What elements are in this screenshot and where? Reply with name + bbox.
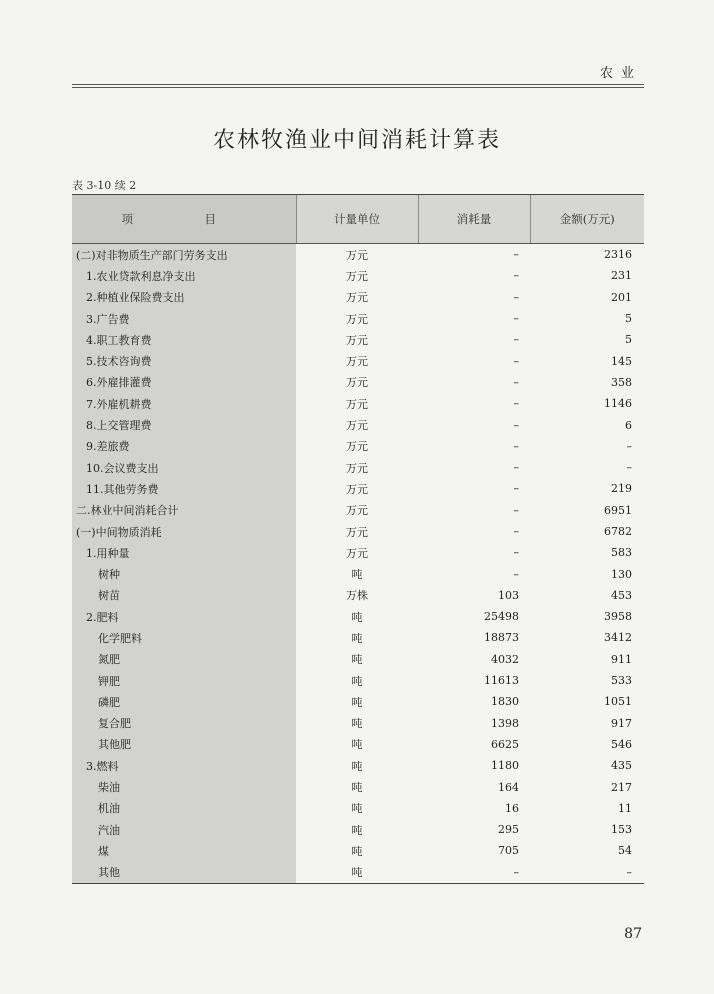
header-rule bbox=[72, 84, 644, 85]
row-unit: 吨 bbox=[351, 610, 363, 624]
table-row bbox=[72, 542, 644, 563]
row-quantity: – bbox=[513, 439, 519, 453]
table-row bbox=[72, 287, 644, 308]
table-row bbox=[72, 862, 644, 884]
row-unit: 万元 bbox=[346, 461, 368, 475]
row-item-label: 3.燃料 bbox=[86, 759, 119, 773]
row-quantity: 1830 bbox=[491, 695, 519, 709]
table-row bbox=[72, 649, 644, 670]
row-item-label: 7.外雇机耕费 bbox=[86, 397, 152, 411]
row-unit: 吨 bbox=[351, 631, 363, 645]
row-item-label: 煤 bbox=[98, 844, 109, 858]
table-note: 表 3-10 续 2 bbox=[72, 179, 137, 192]
row-amount: – bbox=[530, 862, 644, 884]
table-row bbox=[72, 563, 644, 584]
row-amount: 6 bbox=[625, 418, 632, 432]
row-quantity: – bbox=[513, 567, 519, 581]
table-row bbox=[72, 372, 644, 393]
row-amount: 546 bbox=[611, 737, 632, 751]
row-item-label: 磷肥 bbox=[98, 695, 120, 709]
table-row bbox=[72, 840, 644, 861]
row-amount: 54 bbox=[618, 844, 632, 858]
table-row bbox=[72, 734, 644, 755]
row-unit: 万元 bbox=[346, 333, 368, 347]
row-item-label: 8.上交管理费 bbox=[86, 419, 152, 433]
row-amount: 583 bbox=[611, 546, 632, 560]
row-amount: 917 bbox=[611, 716, 632, 730]
row-unit: 万元 bbox=[346, 291, 368, 305]
row-item-label: 6.外雇排灌费 bbox=[86, 376, 152, 390]
table-row bbox=[72, 670, 644, 691]
row-amount: 1051 bbox=[604, 695, 632, 709]
row-item-label: 11.其他劳务费 bbox=[86, 482, 159, 496]
row-unit: 万元 bbox=[346, 355, 368, 369]
table-row bbox=[72, 265, 644, 286]
row-item-label: 4.职工教育费 bbox=[86, 333, 152, 347]
row-item-label: 2.种植业保险费支出 bbox=[86, 291, 185, 305]
table-header-row bbox=[72, 195, 644, 244]
section-label: 农业 bbox=[599, 66, 642, 81]
row-unit: 万元 bbox=[346, 440, 368, 454]
row-quantity: – bbox=[418, 862, 530, 884]
column-header-item: 项 目 bbox=[72, 195, 296, 244]
row-quantity: – bbox=[513, 503, 519, 517]
row-quantity: 295 bbox=[498, 823, 519, 837]
row-quantity: 4032 bbox=[491, 652, 519, 666]
row-amount: 201 bbox=[611, 290, 632, 304]
data-table-container bbox=[72, 194, 644, 884]
table-row bbox=[72, 436, 644, 457]
row-item-label: 二.林业中间消耗合计 bbox=[76, 504, 179, 518]
row-item-label: 10.会议费支出 bbox=[86, 461, 159, 475]
row-unit: 万元 bbox=[346, 546, 368, 560]
row-unit: 万元 bbox=[346, 525, 368, 539]
table-row bbox=[72, 585, 644, 606]
row-quantity: – bbox=[513, 269, 519, 283]
row-unit: 吨 bbox=[351, 759, 363, 773]
row-unit: 吨 bbox=[351, 844, 363, 858]
column-header-quantity: 消耗量 bbox=[418, 195, 530, 244]
table-row bbox=[72, 776, 644, 797]
row-item-label: 2.肥料 bbox=[86, 610, 119, 624]
table-row bbox=[72, 798, 644, 819]
row-quantity: 164 bbox=[498, 780, 519, 794]
row-item-label: 9.差旅费 bbox=[86, 440, 130, 454]
row-item-label: 复合肥 bbox=[98, 717, 131, 731]
row-quantity: 18873 bbox=[484, 631, 519, 645]
row-quantity: – bbox=[513, 525, 519, 538]
row-amount: 5 bbox=[625, 333, 632, 347]
row-item-label: 其他 bbox=[72, 862, 296, 884]
row-quantity: – bbox=[513, 418, 519, 432]
page-number: 87 bbox=[624, 926, 642, 942]
row-unit: 万元 bbox=[346, 248, 368, 262]
row-amount: 533 bbox=[611, 674, 632, 688]
row-quantity: 16 bbox=[505, 801, 519, 815]
table-row bbox=[72, 521, 644, 542]
table-row bbox=[72, 627, 644, 648]
row-amount: 435 bbox=[611, 759, 632, 773]
column-header-amount: 金额(万元) bbox=[530, 195, 644, 244]
table-row bbox=[72, 350, 644, 371]
row-amount: 231 bbox=[611, 269, 632, 283]
row-unit: 万元 bbox=[346, 482, 368, 496]
row-quantity: – bbox=[513, 461, 519, 475]
row-item-label: 汽油 bbox=[98, 823, 120, 837]
table-row bbox=[72, 500, 644, 521]
row-item-label: 3.广告费 bbox=[86, 312, 130, 326]
row-amount: 2316 bbox=[604, 248, 632, 262]
row-quantity: 6625 bbox=[491, 737, 519, 751]
row-quantity: – bbox=[513, 333, 519, 347]
table-row bbox=[72, 478, 644, 499]
row-item-label: 1.用种量 bbox=[86, 546, 130, 560]
row-unit: 吨 bbox=[351, 674, 363, 688]
row-item-label: 柴油 bbox=[98, 781, 120, 795]
table-row bbox=[72, 244, 644, 266]
row-unit: 吨 bbox=[351, 802, 363, 816]
row-unit: 吨 bbox=[351, 823, 363, 837]
row-amount: 153 bbox=[611, 823, 632, 837]
row-item-label: 树苗 bbox=[98, 589, 120, 603]
row-quantity: – bbox=[513, 482, 519, 496]
table-row bbox=[72, 414, 644, 435]
table-row bbox=[72, 393, 644, 414]
row-unit: 吨 bbox=[351, 695, 363, 709]
header-rule-secondary bbox=[72, 87, 644, 88]
row-item-label: (二)对非物质生产部门劳务支出 bbox=[76, 248, 228, 262]
row-unit: 吨 bbox=[351, 717, 363, 731]
row-amount: 130 bbox=[611, 567, 632, 581]
table-row bbox=[72, 329, 644, 350]
row-unit: 吨 bbox=[296, 862, 418, 884]
row-unit: 万元 bbox=[346, 269, 368, 283]
table-row bbox=[72, 457, 644, 478]
data-table bbox=[72, 194, 644, 884]
row-amount: 217 bbox=[611, 780, 632, 794]
table-row bbox=[72, 819, 644, 840]
row-amount: 6782 bbox=[604, 525, 632, 538]
row-item-label: 5.技术咨询费 bbox=[86, 355, 152, 369]
table-row bbox=[72, 606, 644, 627]
row-item-label: 树种 bbox=[98, 568, 120, 582]
table-row bbox=[72, 308, 644, 329]
row-unit: 万元 bbox=[346, 397, 368, 411]
row-unit: 万株 bbox=[346, 589, 368, 603]
row-quantity: – bbox=[513, 312, 519, 326]
row-quantity: – bbox=[513, 397, 519, 411]
row-quantity: – bbox=[513, 354, 519, 368]
row-quantity: 11613 bbox=[484, 674, 519, 688]
row-amount: 3958 bbox=[604, 610, 632, 624]
row-quantity: – bbox=[513, 375, 519, 389]
row-amount: 358 bbox=[611, 375, 632, 389]
table-row bbox=[72, 691, 644, 712]
row-amount: 911 bbox=[611, 652, 632, 666]
row-quantity: 103 bbox=[498, 588, 519, 602]
row-unit: 万元 bbox=[346, 419, 368, 433]
row-amount: 145 bbox=[611, 354, 632, 368]
row-amount: – bbox=[626, 439, 632, 453]
row-quantity: 705 bbox=[498, 844, 519, 858]
row-unit: 吨 bbox=[351, 568, 363, 582]
row-item-label: 其他肥 bbox=[98, 738, 131, 752]
row-unit: 吨 bbox=[351, 738, 363, 752]
row-amount: 5 bbox=[625, 312, 632, 326]
row-item-label: 氮肥 bbox=[98, 653, 120, 667]
row-quantity: – bbox=[513, 546, 519, 560]
column-header-unit: 计量单位 bbox=[296, 195, 418, 244]
page-title: 农林牧渔业中间消耗计算表 bbox=[212, 128, 501, 153]
row-item-label: 化学肥料 bbox=[98, 631, 142, 645]
row-item-label: 机油 bbox=[98, 802, 120, 816]
row-quantity: – bbox=[513, 248, 519, 262]
row-unit: 万元 bbox=[346, 504, 368, 518]
row-amount: 1146 bbox=[604, 397, 632, 411]
row-quantity: 1180 bbox=[491, 759, 519, 773]
row-item-label: 1.农业贷款利息净支出 bbox=[86, 269, 196, 283]
table-row bbox=[72, 755, 644, 776]
row-quantity: 1398 bbox=[491, 716, 519, 730]
row-quantity: – bbox=[513, 290, 519, 304]
row-unit: 吨 bbox=[351, 781, 363, 795]
row-amount: 3412 bbox=[604, 631, 632, 645]
row-unit: 万元 bbox=[346, 312, 368, 326]
row-amount: 11 bbox=[618, 801, 632, 815]
row-amount: 453 bbox=[611, 588, 632, 602]
row-unit: 万元 bbox=[346, 376, 368, 390]
row-quantity: 25498 bbox=[484, 610, 519, 624]
row-unit: 吨 bbox=[351, 653, 363, 667]
table-row bbox=[72, 713, 644, 734]
row-amount: 6951 bbox=[604, 503, 632, 517]
row-amount: 219 bbox=[611, 482, 632, 496]
row-amount: – bbox=[626, 461, 632, 475]
row-item-label: 钾肥 bbox=[98, 674, 120, 688]
row-item-label: (一)中间物质消耗 bbox=[76, 525, 162, 539]
